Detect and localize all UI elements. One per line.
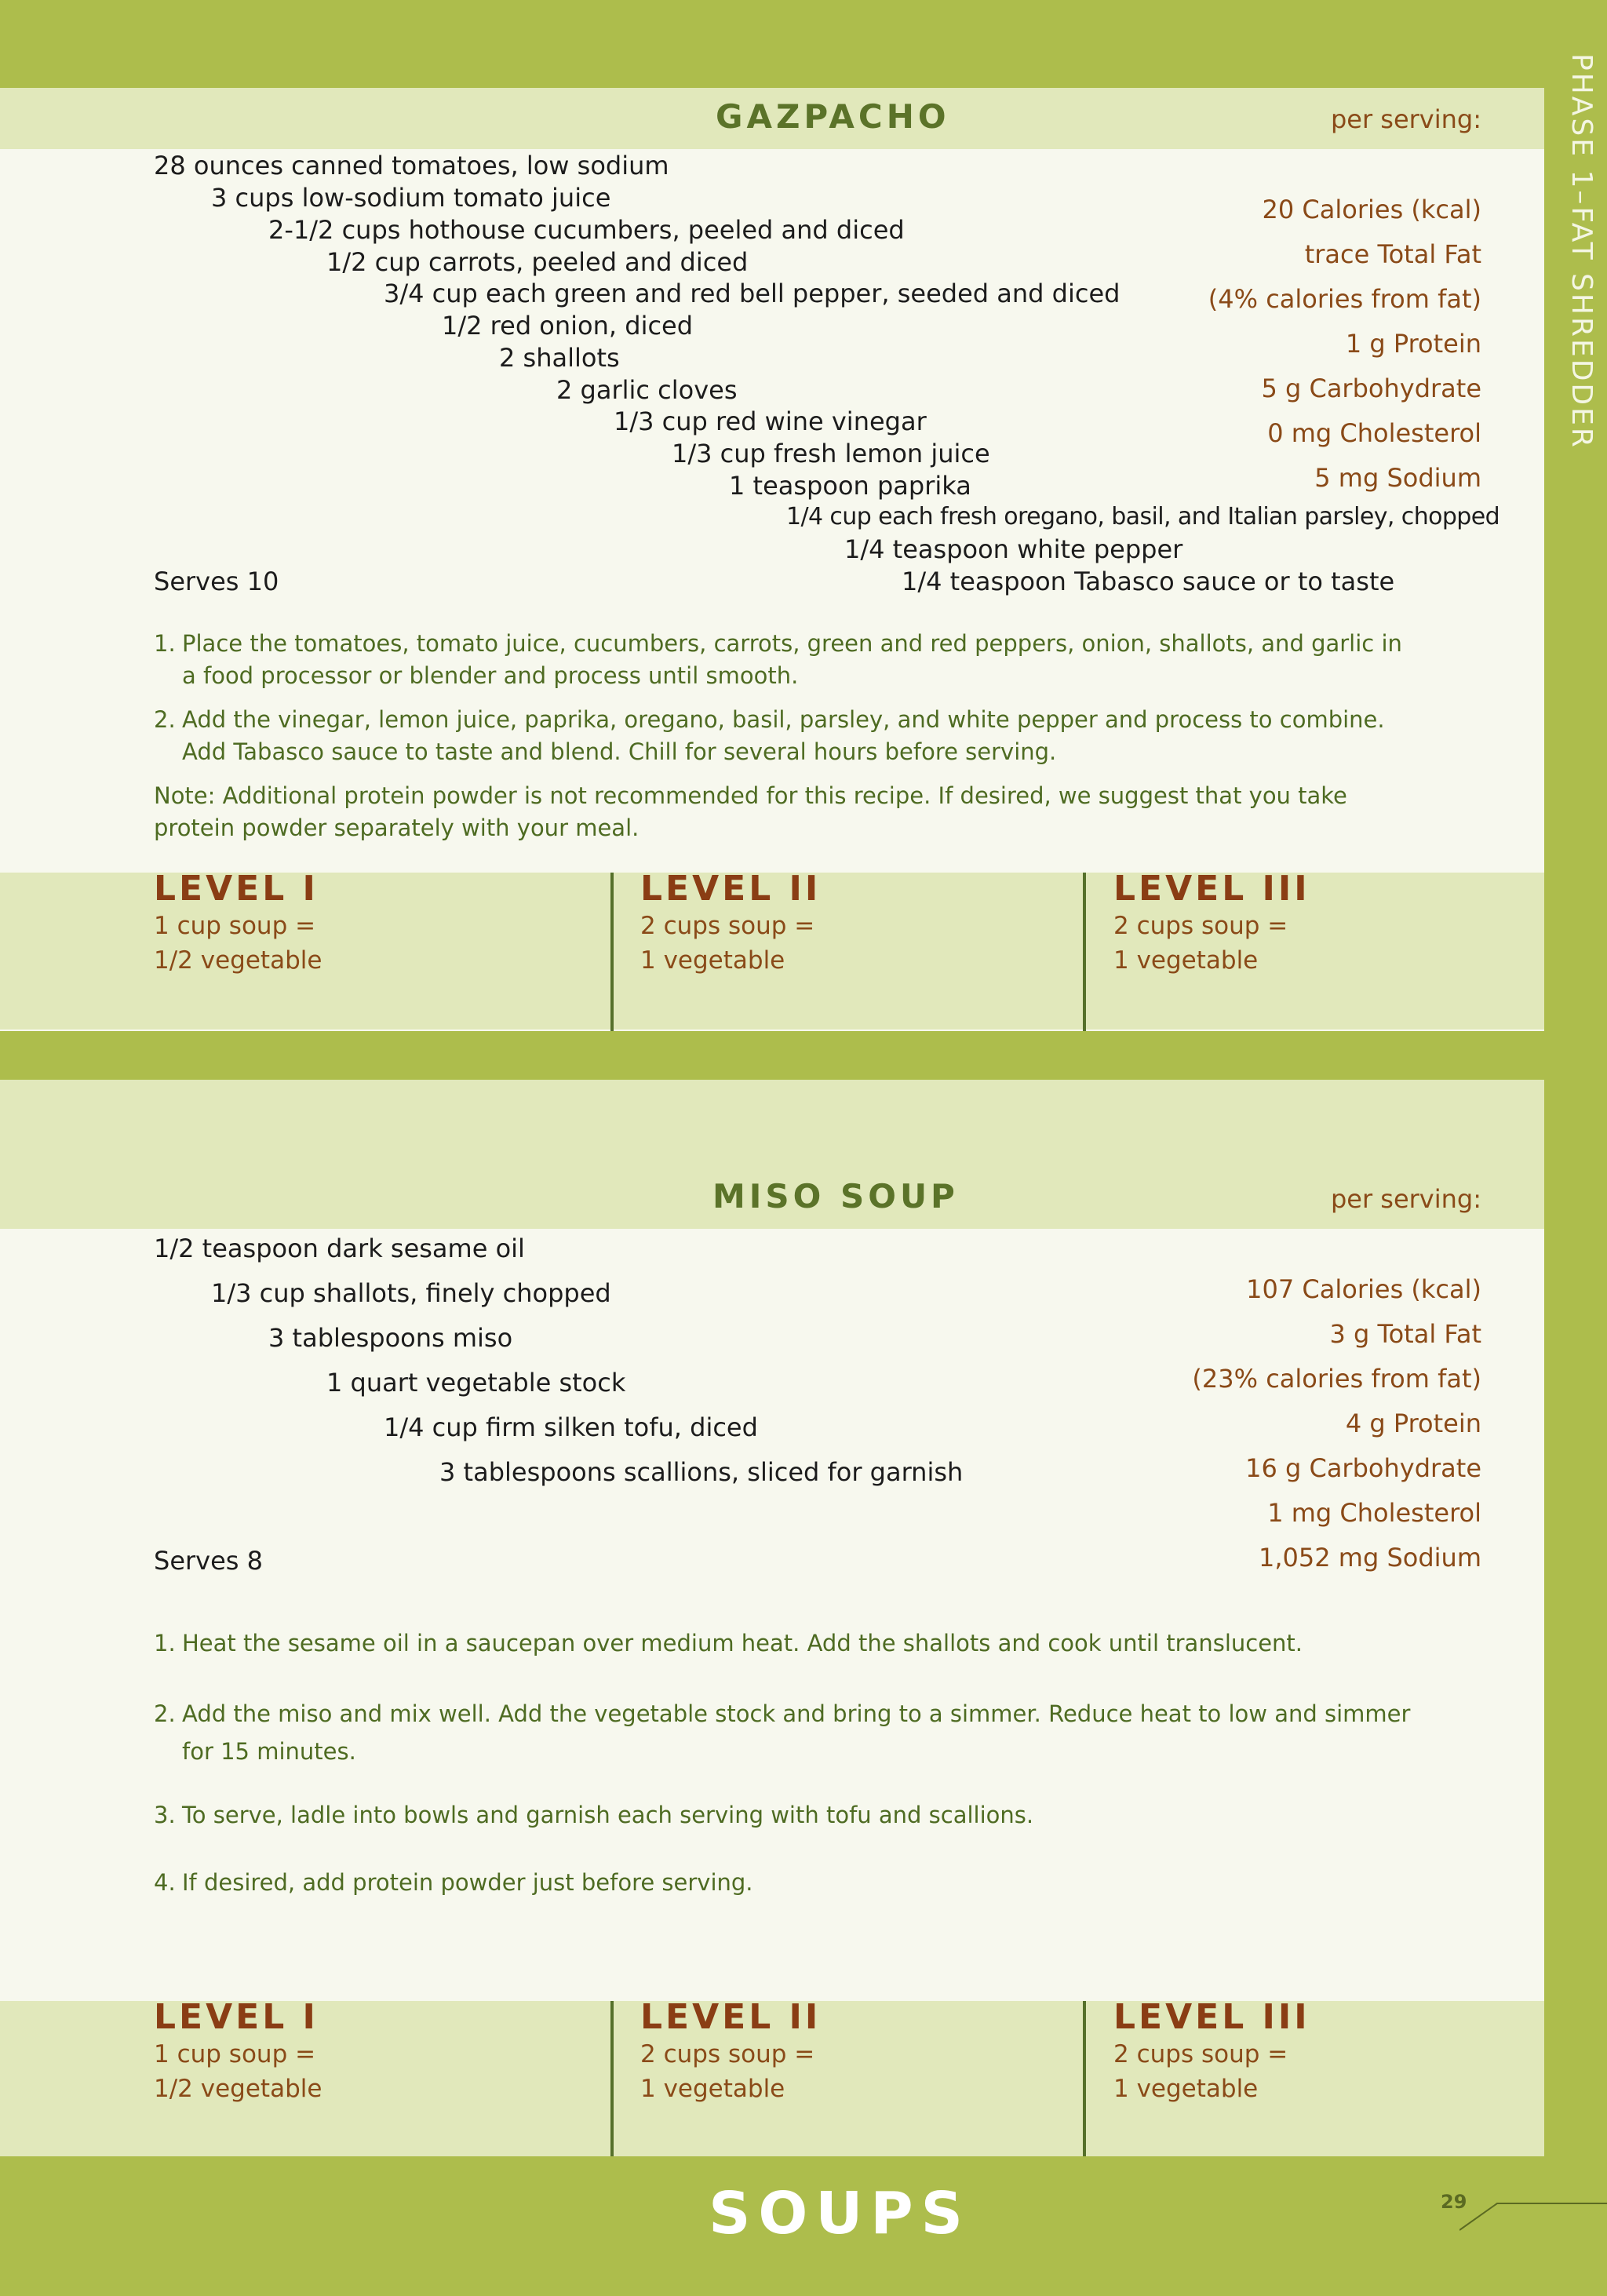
level-portion: 2 cups soup = <box>1113 2040 1288 2068</box>
level-equivalent: 1 vegetable <box>640 2075 785 2103</box>
level-box <box>640 1998 821 2106</box>
nutrition-item: 3 g Total Fat <box>1329 1319 1481 1349</box>
step-number: 2. <box>154 706 176 733</box>
ingredient-item: 1/4 cup each fresh oregano, basil, and Italian parsley, chopped <box>786 503 1500 530</box>
ingredient-item: 2 garlic cloves <box>556 375 738 405</box>
level-divider <box>1083 2001 1086 2156</box>
page-number: 29 <box>1441 2191 1467 2213</box>
ingredient-item: 1 teaspoon paprika <box>729 471 971 501</box>
nutrition-item: 5 g Carbohydrate <box>1261 374 1481 403</box>
section-spacer <box>0 1080 1544 1168</box>
recipe-title: GAZPACHO <box>716 97 950 136</box>
instruction-step <box>154 628 1488 692</box>
step-number: 2. <box>154 1700 176 1727</box>
note-text: protein powder separately with your meal. <box>154 815 640 841</box>
nutrition-item: 1 g Protein <box>1345 329 1481 359</box>
ingredient-item: 3 tablespoons scallions, sliced for garnish <box>439 1457 964 1487</box>
level-equivalent: 1 vegetable <box>1113 946 1259 975</box>
instruction-step <box>154 1867 1488 1899</box>
step-text: Add the vinegar, lemon juice, paprika, oregano, basil, parsley, and white pepper and process to combine. <box>182 706 1385 733</box>
level-name: LEVEL I <box>154 869 319 909</box>
ingredient-item: 3 cups low-sodium tomato juice <box>211 183 611 213</box>
step-number: 3. <box>154 1802 176 1828</box>
nutrition-item: 4 g Protein <box>1345 1409 1481 1438</box>
nutrition-item: trace Total Fat <box>1304 239 1481 269</box>
nutrition-item: (4% calories from fat) <box>1208 284 1481 314</box>
ingredient-item: 1/3 cup fresh lemon juice <box>672 439 990 468</box>
level-divider <box>610 873 614 1031</box>
level-name: LEVEL II <box>640 1997 822 2037</box>
recipe-title: MISO SOUP <box>712 1177 959 1215</box>
level-equivalent: 1/2 vegetable <box>154 946 322 975</box>
ingredient-item: 28 ounces canned tomatoes, low sodium <box>154 151 669 180</box>
ingredient-item: 1/4 teaspoon Tabasco sauce or to taste <box>902 567 1395 596</box>
side-tab <box>1566 53 1598 524</box>
level-divider <box>610 2001 614 2156</box>
ingredient-item: 1/2 cup carrots, peeled and diced <box>326 247 749 277</box>
step-text: To serve, ladle into bowls and garnish each serving with tofu and scallions. <box>182 1802 1034 1828</box>
nutrition-item: 16 g Carbohydrate <box>1245 1453 1481 1483</box>
level-name: LEVEL III <box>1113 869 1310 909</box>
level-portion: 1 cup soup = <box>154 912 316 940</box>
instruction-step <box>154 1799 1488 1831</box>
nutrition-item: 0 mg Cholesterol <box>1267 418 1481 448</box>
nutrition-item: (23% calories from fat) <box>1192 1364 1481 1394</box>
level-box <box>154 869 322 978</box>
ingredient-item: 1/3 cup red wine vinegar <box>614 406 927 436</box>
nutrition-item: 1,052 mg Sodium <box>1259 1543 1481 1573</box>
ingredient-item: 1/4 cup firm silken tofu, diced <box>384 1412 758 1442</box>
step-text: for 15 minutes. <box>182 1738 356 1765</box>
level-name: LEVEL I <box>154 1997 319 2037</box>
recipe-note <box>154 780 1488 844</box>
level-divider <box>1083 873 1086 1031</box>
ingredient-item: 1/2 red onion, diced <box>442 311 694 341</box>
note-text: Note: Additional protein powder is not recommended for this recipe. If desired, we suggest that you take <box>154 782 1347 809</box>
instruction-step <box>154 1627 1488 1660</box>
section-title: SOUPS <box>709 2180 971 2247</box>
step-text: Heat the sesame oil in a saucepan over medium heat. Add the shallots and cook until translucent. <box>182 1630 1303 1656</box>
level-equivalent: 1/2 vegetable <box>154 2075 322 2103</box>
level-portion: 1 cup soup = <box>154 2040 316 2068</box>
ingredient-item: 1/3 cup shallots, finely chopped <box>211 1278 611 1308</box>
level-box <box>1113 869 1310 978</box>
level-equivalent: 1 vegetable <box>640 946 785 975</box>
side-tab-label: PHASE 1–FAT SHREDDER <box>1565 53 1598 450</box>
nutrition-item: 107 Calories (kcal) <box>1246 1274 1481 1304</box>
level-name: LEVEL III <box>1113 1997 1310 2037</box>
step-text: Place the tomatoes, tomato juice, cucumbers, carrots, green and red peppers, onion, shallots, and garlic in <box>182 630 1402 657</box>
ingredient-item: 1/4 teaspoon white pepper <box>844 534 1183 564</box>
step-number: 1. <box>154 1630 176 1656</box>
level-box <box>154 1998 322 2106</box>
instruction-step <box>154 1695 1488 1770</box>
step-text: a food processor or blender and process until smooth. <box>182 662 799 689</box>
level-portion: 2 cups soup = <box>640 2040 815 2068</box>
step-text: If desired, add protein powder just before serving. <box>182 1869 753 1896</box>
level-box <box>1113 1998 1310 2106</box>
serves-count: Serves 8 <box>154 1546 263 1576</box>
ingredient-item: 2-1/2 cups hothouse cucumbers, peeled and diced <box>268 215 905 245</box>
ingredient-item: 3 tablespoons miso <box>268 1323 513 1353</box>
ingredient-item: 3/4 cup each green and red bell pepper, seeded and diced <box>384 279 1121 308</box>
step-text: Add the miso and mix well. Add the vegetable stock and bring to a simmer. Reduce heat to low and simmer <box>182 1700 1411 1727</box>
ingredient-item: 2 shallots <box>499 343 620 373</box>
step-text: Add Tabasco sauce to taste and blend. Chill for several hours before serving. <box>182 738 1057 765</box>
per-serving-label: per serving: <box>1330 1184 1481 1214</box>
level-name: LEVEL II <box>640 869 822 909</box>
nutrition-item: 1 mg Cholesterol <box>1267 1498 1481 1528</box>
level-portion: 2 cups soup = <box>640 912 815 940</box>
serves-count: Serves 10 <box>154 567 279 596</box>
level-box <box>640 869 821 978</box>
per-serving-label: per serving: <box>1330 104 1481 134</box>
step-number: 4. <box>154 1869 176 1896</box>
ingredient-item: 1/2 teaspoon dark sesame oil <box>154 1234 525 1263</box>
level-portion: 2 cups soup = <box>1113 912 1288 940</box>
nutrition-item: 20 Calories (kcal) <box>1262 195 1481 224</box>
ingredient-item: 1 quart vegetable stock <box>326 1368 626 1398</box>
instruction-step <box>154 704 1488 768</box>
step-number: 1. <box>154 630 176 657</box>
level-equivalent: 1 vegetable <box>1113 2075 1259 2103</box>
nutrition-item: 5 mg Sodium <box>1314 463 1481 493</box>
page-number-rule <box>1459 2202 1607 2233</box>
